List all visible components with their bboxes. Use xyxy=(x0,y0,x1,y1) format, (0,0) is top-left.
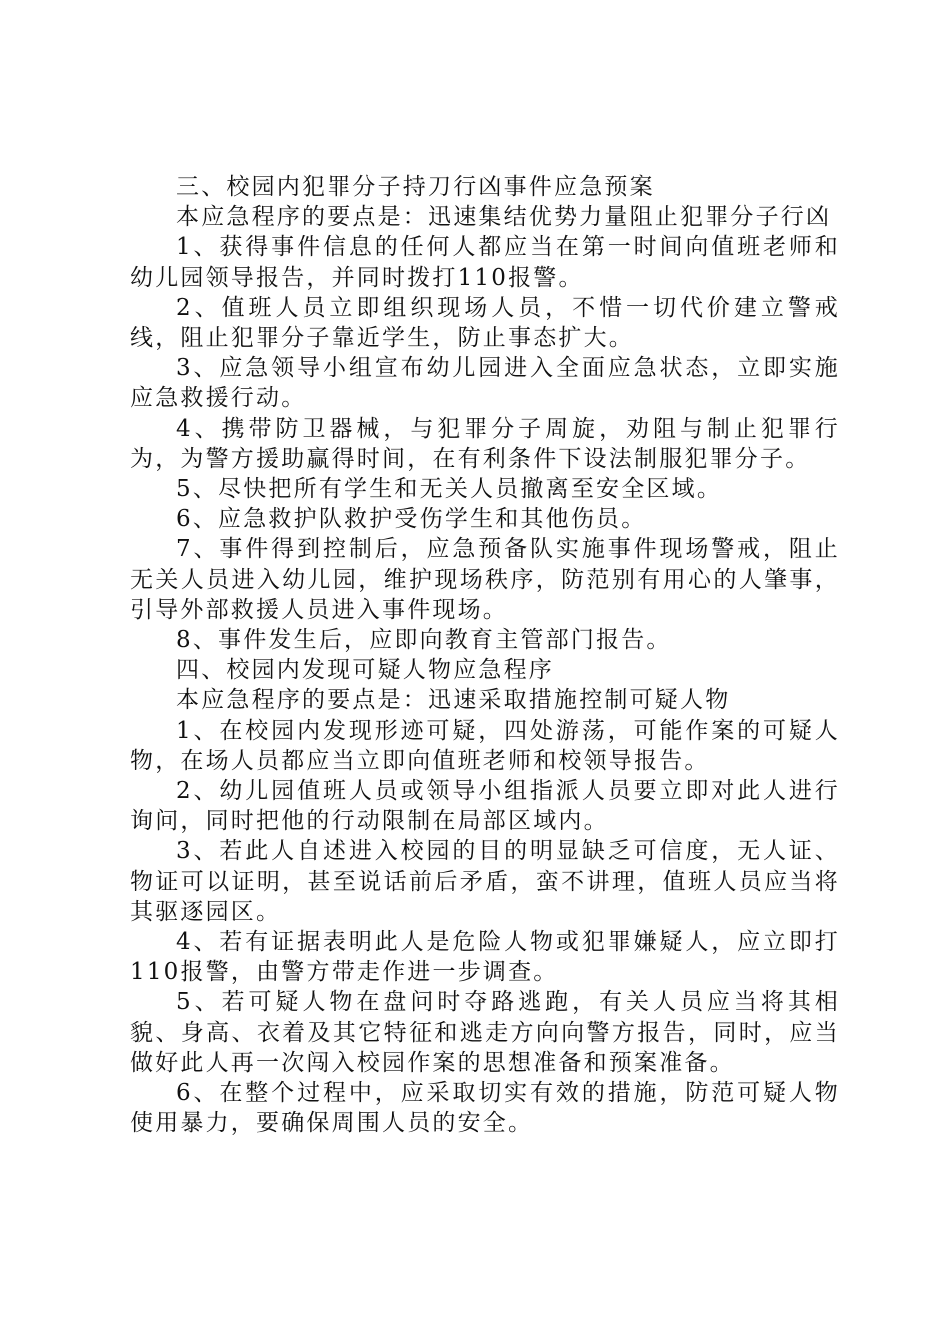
paragraph: 2、值班人员立即组织现场人员，不惜一切代价建立警戒线，阻止犯罪分子靠近学生，防止事态扩大。 xyxy=(130,294,840,352)
paragraph: 1、获得事件信息的任何人都应当在第一时间向值班老师和幼儿园领导报告，并同时拨打110报警。 xyxy=(130,234,840,291)
paragraph: 5、若可疑人物在盘问时夺路逃跑，有关人员应当将其相貌、身高、衣着及其它特征和逃走方向向警方报告，同时，应当做好此人再一次闯入校园作案的思想准备和预案准备。 xyxy=(130,989,840,1076)
section-heading: 三、校园内犯罪分子持刀行凶事件应急预案 xyxy=(176,174,655,200)
paragraph: 3、应急领导小组宣布幼儿园进入全面应急状态，立即实施应急救援行动。 xyxy=(130,355,840,412)
paragraph: 5、尽快把所有学生和无关人员撤离至安全区域。 xyxy=(176,476,723,503)
paragraph: 4、携带防卫器械，与犯罪分子周旋，劝阻与制止犯罪行为，为警方援助赢得时间，在有利条件下设法制服犯罪分子。 xyxy=(130,415,840,472)
paragraph: 本应急程序的要点是：迅速集结优势力量阻止犯罪分子行凶 xyxy=(176,204,832,231)
paragraph: 6、在整个过程中，应采取切实有效的措施，防范可疑人物使用暴力，要确保周围人员的安全。 xyxy=(130,1080,840,1137)
paragraph: 3、若此人自述进入校园的目的明显缺乏可信度，无人证、物证可以证明，甚至说话前后矛盾，蛮不讲理，值班人员应当将其驱逐园区。 xyxy=(130,838,840,925)
document-page xyxy=(130,172,840,1139)
paragraph: 8、事件发生后，应即向教育主管部门报告。 xyxy=(176,627,672,654)
paragraph: 1、在校园内发现形迹可疑，四处游荡，可能作案的可疑人物，在场人员都应当立即向值班老师和校领导报告。 xyxy=(130,717,840,774)
paragraph: 本应急程序的要点是：迅速采取措施控制可疑人物 xyxy=(176,687,731,714)
paragraph: 2、幼儿园值班人员或领导小组指派人员要立即对此人进行询问，同时把他的行动限制在局部区域内。 xyxy=(130,778,840,835)
paragraph: 4、若有证据表明此人是危险人物或犯罪嫌疑人，应立即打110报警，由警方带走作进一步调查。 xyxy=(130,929,840,986)
paragraph: 6、应急救护队救护受伤学生和其他伤员。 xyxy=(176,506,647,533)
section-heading: 四、校园内发现可疑人物应急程序 xyxy=(176,657,554,684)
paragraph: 7、事件得到控制后，应急预备队实施事件现场警戒，阻止无关人员进入幼儿园，维护现场秩序，防范别有用心的人肇事，引导外部救援人员进入事件现场。 xyxy=(130,536,840,623)
